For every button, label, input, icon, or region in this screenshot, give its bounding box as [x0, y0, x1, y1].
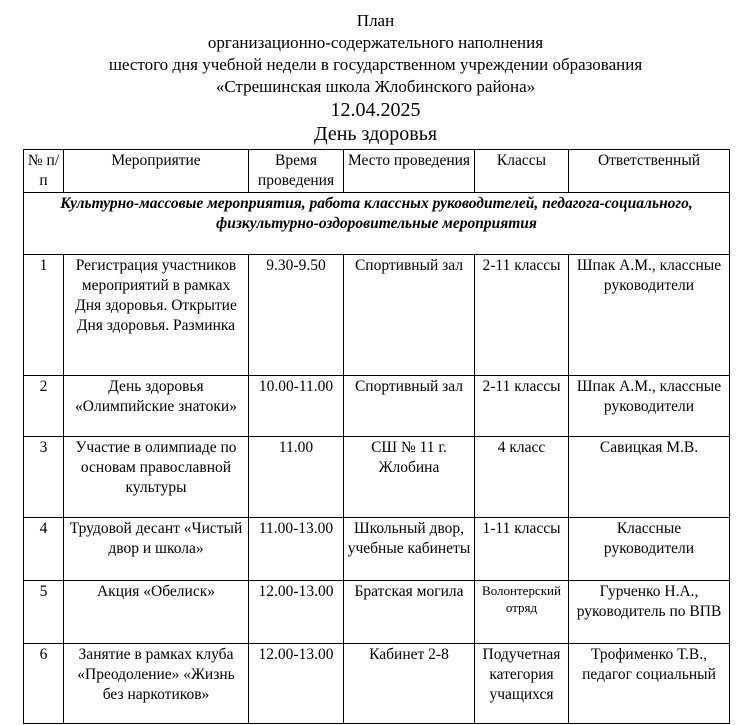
row-time: 12.00-13.00 — [249, 643, 344, 723]
row-place: СШ № 11 г. Жлобина — [344, 436, 475, 517]
row-place: Спортивный зал — [344, 254, 475, 375]
row-time: 11.00-13.00 — [249, 517, 344, 580]
row-classes: 2-11 классы — [475, 375, 569, 436]
row-event: Занятие в рамках клуба «Преодоление» «Жизнь без наркотиков» — [64, 643, 249, 723]
row-event: Акция «Обелиск» — [64, 580, 249, 643]
row-event: День здоровья «Олимпийские знатоки» — [64, 375, 249, 436]
row-responsible: Классные руководители — [569, 517, 730, 580]
column-header-place: Место проведения — [344, 150, 475, 193]
row-responsible: Савицкая М.В. — [569, 436, 730, 517]
row-place: Школьный двор, учебные кабинеты — [344, 517, 475, 580]
row-time: 10.00-11.00 — [249, 375, 344, 436]
row-place: Спортивный зал — [344, 375, 475, 436]
plan-title: План — [356, 11, 395, 30]
column-header-number: № п/п — [24, 150, 64, 193]
row-event: Участие в олимпиаде по основам православной культуры — [64, 436, 249, 517]
table-row — [24, 643, 730, 723]
row-number: 1 — [24, 254, 64, 375]
plan-date: 12.04.2025 — [330, 99, 421, 121]
row-place: Братская могила — [344, 580, 475, 643]
row-number: 5 — [24, 580, 64, 643]
row-responsible: Трофименко Т.В., педагог социальный — [569, 643, 730, 723]
schedule-table — [23, 149, 730, 724]
row-responsible: Шпак А.М., классные руководители — [569, 375, 730, 436]
plan-subtitle-line-1: организационно-содержательного наполнения — [207, 33, 544, 52]
plan-subtitle-line-2: шестого дня учебной недели в государственном учреждении образования — [108, 55, 643, 74]
row-time: 11.00 — [249, 436, 344, 517]
document-header — [0, 10, 751, 146]
table-row — [24, 254, 730, 375]
row-event: Регистрация участников мероприятий в рамках Дня здоровья. Открытие Дня здоровья. Разминка — [64, 254, 249, 375]
row-time: 12.00-13.00 — [249, 580, 344, 643]
row-event: Трудовой десант «Чистый двор и школа» — [64, 517, 249, 580]
row-classes: Подучетная категория учащихся — [475, 643, 569, 723]
column-header-time: Время проведения — [249, 150, 344, 193]
table-row — [24, 436, 730, 517]
table-row — [24, 580, 730, 643]
row-number: 4 — [24, 517, 64, 580]
section-title: Культурно-массовые мероприятия, работа классных руководителей, педагога-социального, физкультурно-оздоровительные мероприятия — [24, 192, 730, 254]
row-responsible: Шпак А.М., классные руководители — [569, 254, 730, 375]
row-classes: Волонтерский отряд — [475, 580, 569, 643]
row-classes: 2-11 классы — [475, 254, 569, 375]
row-time: 9.30-9.50 — [249, 254, 344, 375]
column-header-classes: Классы — [475, 150, 569, 193]
row-number: 3 — [24, 436, 64, 517]
section-row — [24, 192, 730, 254]
row-responsible: Гурченко Н.А., руководитель по ВПВ — [569, 580, 730, 643]
row-number: 2 — [24, 375, 64, 436]
table-row — [24, 375, 730, 436]
table-header-row — [24, 150, 730, 193]
row-place: Кабинет 2-8 — [344, 643, 475, 723]
column-header-event: Мероприятие — [64, 150, 249, 193]
row-classes: 1-11 классы — [475, 517, 569, 580]
column-header-responsible: Ответственный — [569, 150, 730, 193]
plan-subtitle-line-3: «Стрешинская школа Жлобинского района» — [215, 77, 536, 96]
day-title: День здоровья — [313, 123, 438, 145]
row-number: 6 — [24, 643, 64, 723]
table-row — [24, 517, 730, 580]
row-classes: 4 класс — [475, 436, 569, 517]
